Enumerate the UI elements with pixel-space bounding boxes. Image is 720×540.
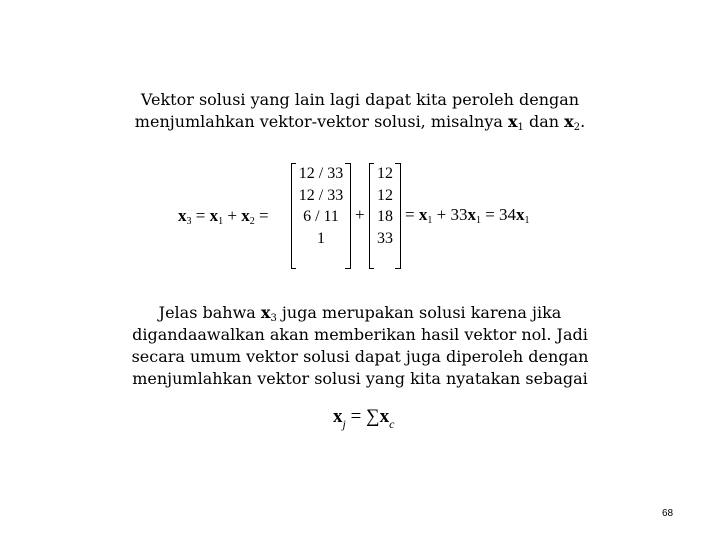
explanation-line-4: menjumlahkan vektor solusi yang kita nyatakan sebagai bbox=[132, 369, 588, 388]
matrix-cell: 12 bbox=[377, 165, 393, 182]
vector-x: x bbox=[507, 112, 518, 131]
vector-x: x bbox=[260, 303, 271, 322]
coefficient: 34 bbox=[499, 205, 517, 224]
matrix-cell: 12 / 33 bbox=[298, 165, 344, 182]
matrix-cell: 1 bbox=[317, 229, 325, 247]
vector-x: x bbox=[564, 112, 574, 131]
intro-line-1: Vektor solusi yang lain lagi dapat kita peroleh dengan bbox=[140, 90, 580, 109]
vector-x: x bbox=[209, 206, 219, 225]
explanation-line-1 bbox=[0, 302, 720, 324]
plus-sign: + bbox=[436, 205, 447, 224]
matrix-cell: 12 / 33 bbox=[298, 186, 344, 204]
plus-between-matrices: + bbox=[355, 205, 365, 224]
vector-x: x bbox=[516, 205, 525, 224]
sigma-icon: ∑ bbox=[366, 406, 380, 427]
explanation-line-2: digandaawalkan akan memberikan hasil vektor nol. Jadi bbox=[132, 325, 588, 344]
vector-x: x bbox=[241, 206, 250, 225]
matrix-cell: 18 bbox=[377, 208, 393, 225]
matrix-2 bbox=[369, 163, 401, 269]
coefficient: 33 bbox=[450, 205, 468, 224]
subscript: 1 bbox=[517, 122, 524, 133]
page-number: 68 bbox=[662, 508, 674, 519]
vector-x: x bbox=[467, 205, 476, 224]
equals-sign: = bbox=[258, 206, 269, 225]
vector-x: x bbox=[418, 205, 428, 224]
subscript: 3 bbox=[270, 313, 277, 324]
subscript: 1 bbox=[475, 215, 481, 226]
equation-rhs bbox=[405, 205, 530, 225]
intro-text: menjumlahkan vektor-vektor solusi, misalnya bbox=[134, 112, 508, 131]
explanation-line-3: secara umum vektor solusi dapat juga diperoleh dengan bbox=[131, 347, 589, 366]
matrix-cell: 12 bbox=[377, 186, 393, 204]
plus-sign: + bbox=[227, 206, 237, 225]
paragraph-intro bbox=[0, 89, 720, 133]
intro-line-2 bbox=[0, 111, 720, 133]
explanation-text: juga merupakan solusi karena jika bbox=[276, 303, 562, 322]
equals-sign: = bbox=[485, 205, 495, 224]
matrix-cell: 33 bbox=[377, 229, 393, 247]
sum-formula bbox=[333, 406, 394, 432]
matrix-cell: 6 / 11 bbox=[303, 208, 339, 225]
equals-sign: = bbox=[195, 206, 206, 225]
explanation-text: Jelas bahwa bbox=[158, 303, 261, 322]
vector-x: x bbox=[379, 406, 390, 427]
subscript: 2 bbox=[249, 216, 255, 227]
vector-x: x bbox=[333, 406, 343, 427]
intro-text: dan bbox=[523, 112, 565, 131]
subscript: 1 bbox=[427, 215, 433, 226]
subscript: 2 bbox=[573, 122, 581, 133]
equation-lhs bbox=[178, 206, 269, 226]
paragraph-explanation bbox=[0, 302, 720, 390]
intro-text: . bbox=[580, 112, 586, 131]
subscript: j bbox=[342, 417, 346, 431]
equals-sign: = bbox=[405, 205, 415, 224]
subscript: c bbox=[389, 417, 395, 431]
vector-x: x bbox=[178, 206, 187, 225]
subscript: 1 bbox=[524, 215, 530, 226]
matrix-1 bbox=[291, 163, 351, 269]
equals-sign: = bbox=[350, 406, 362, 427]
subscript: 3 bbox=[186, 216, 192, 227]
subscript: 1 bbox=[218, 216, 224, 227]
